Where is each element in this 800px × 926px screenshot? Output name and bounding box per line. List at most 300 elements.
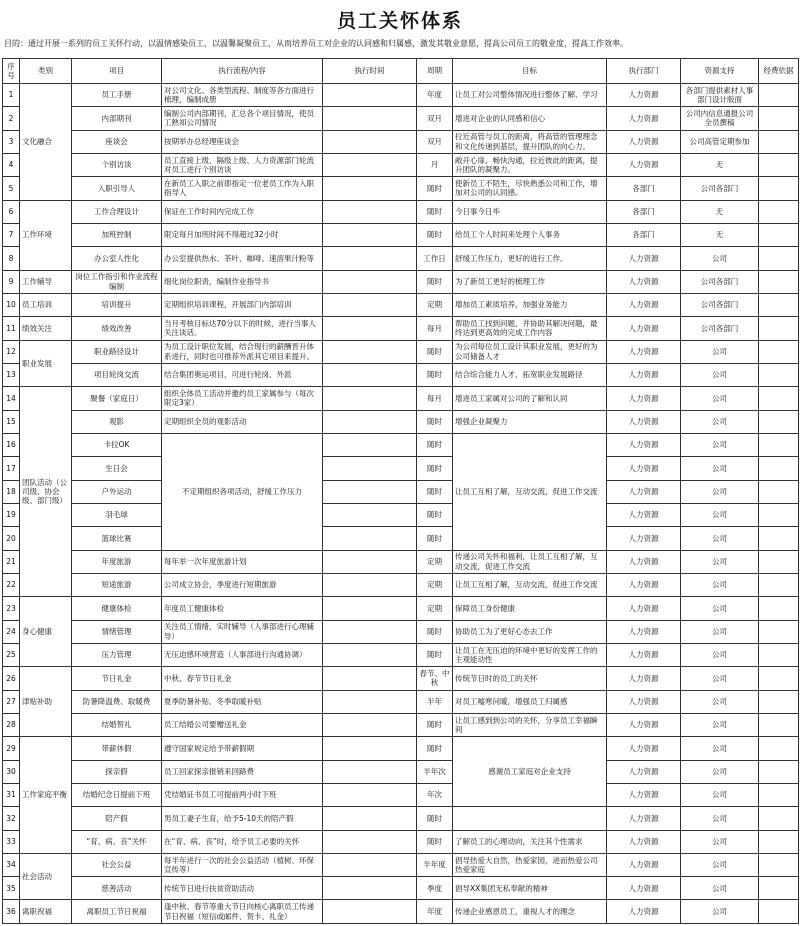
row-number: 19: [3, 503, 20, 526]
budget-cell: [759, 830, 799, 853]
support-cell: 公司: [681, 527, 759, 550]
category-cell: 津贴补助: [20, 667, 72, 737]
process-cell: 保证在工作时间内完成工作: [162, 200, 323, 223]
cycle-cell: 半年次: [417, 760, 453, 783]
time-cell: [323, 410, 417, 433]
item-cell: 工作合理设计: [72, 200, 162, 223]
process-cell: 按期举办总经理座谈会: [162, 130, 323, 153]
process-cell: 编制公司内部期刊，汇总各个项目情况，使员工熟知公司情况: [162, 107, 323, 130]
dept-cell: 人力资源: [607, 503, 681, 526]
cycle-cell: 工作日: [417, 247, 453, 270]
budget-cell: [759, 387, 799, 410]
budget-cell: [759, 527, 799, 550]
goal-cell: 保障员工身份健康: [453, 597, 607, 620]
dept-cell: 各部门: [607, 200, 681, 223]
cycle-cell: 随时: [417, 410, 453, 433]
table-row: [3, 643, 799, 666]
time-cell: [323, 317, 417, 340]
cycle-cell: 定期: [417, 550, 453, 573]
budget-cell: [759, 317, 799, 340]
dept-cell: 人力资源: [607, 317, 681, 340]
cycle-cell: 随时: [417, 643, 453, 666]
cycle-cell: 季度: [417, 877, 453, 900]
table-row: [3, 877, 799, 900]
table-row: [3, 620, 799, 643]
item-cell: 绩效改善: [72, 317, 162, 340]
process-cell: 逢中秋、春节等重大节日向核心离职员工传递节日祝福（短信或邮件、贺卡、礼金）: [162, 900, 323, 924]
goal-cell: 增进员工家属对公司的了解和认同: [453, 387, 607, 410]
cycle-cell: 随时: [417, 340, 453, 363]
process-cell: 定期组织全员的观影活动: [162, 410, 323, 433]
table-row: [3, 573, 799, 596]
cycle-cell: 随时: [417, 223, 453, 246]
table-row: [3, 783, 799, 806]
item-cell: 社会公益: [72, 853, 162, 876]
process-cell: 员工直接上级、隔级上级、人力资源部门轮流对员工进行个别访谈: [162, 153, 323, 176]
row-number: 16: [3, 433, 20, 456]
dept-cell: 人力资源: [607, 340, 681, 363]
process-cell: 限定每月加班时间不得超过32小时: [162, 223, 323, 246]
process-cell: 关注员工情绪，实时辅导（人事部进行心理辅导）: [162, 620, 323, 643]
row-number: 14: [3, 387, 20, 410]
table-row: [3, 340, 799, 363]
goal-cell: 给员工个人时间来处理个人事务: [453, 223, 607, 246]
item-cell: 年度旅游: [72, 550, 162, 573]
support-cell: 无: [681, 200, 759, 223]
dept-cell: 人力资源: [607, 573, 681, 596]
time-cell: [323, 853, 417, 876]
header-time: 执行时间: [323, 59, 417, 84]
budget-cell: [759, 620, 799, 643]
time-cell: [323, 573, 417, 596]
budget-cell: [759, 597, 799, 620]
table-row: [3, 457, 799, 480]
dept-cell: 人力资源: [607, 667, 681, 690]
goal-cell: 舒缓工作压力，更好的进行工作。: [453, 247, 607, 270]
dept-cell: 人力资源: [607, 410, 681, 433]
support-cell: 公司: [681, 340, 759, 363]
time-cell: [323, 130, 417, 153]
support-cell: 公司: [681, 597, 759, 620]
item-cell: 聚餐（家庭日）: [72, 387, 162, 410]
table-row: [3, 270, 799, 293]
item-cell: 带薪休假: [72, 737, 162, 760]
goal-cell-merged: 让员工互相了解，互动交流，促进工作交流: [453, 433, 607, 550]
goal-cell: [453, 807, 607, 830]
cycle-cell: 随时: [417, 480, 453, 503]
budget-cell: [759, 153, 799, 176]
row-number: 18: [3, 480, 20, 503]
time-cell: [323, 807, 417, 830]
goal-cell-merged: 感谢员工家庭对企业支持: [453, 737, 607, 807]
row-number: 13: [3, 363, 20, 386]
time-cell: [323, 667, 417, 690]
support-cell: 公司: [681, 690, 759, 713]
cycle-cell: 定期: [417, 293, 453, 316]
dept-cell: 人力资源: [607, 830, 681, 853]
cycle-cell: 半年度: [417, 853, 453, 876]
dept-cell: 人力资源: [607, 877, 681, 900]
table-row: [3, 830, 799, 853]
time-cell: [323, 690, 417, 713]
table-row: [3, 503, 799, 526]
table-row: [3, 900, 799, 924]
row-number: 35: [3, 877, 20, 900]
support-cell: 公司各部门: [681, 177, 759, 200]
process-cell: 凭结婚证书员工可提前两小时下班: [162, 783, 323, 806]
budget-cell: [759, 737, 799, 760]
goal-cell: 倡导热爱大自然，热爱家园，进而热爱公司热爱家庭: [453, 853, 607, 876]
process-cell: 定期组织培训课程，开展部门内部培训: [162, 293, 323, 316]
row-number: 3: [3, 130, 20, 153]
budget-cell: [759, 713, 799, 736]
row-number: 21: [3, 550, 20, 573]
goal-cell: 让员工在无压迫的环境中更好的发挥工作的主观能动性: [453, 643, 607, 666]
goal-cell: 结合综合能力人才，拓宽职业发展路径: [453, 363, 607, 386]
header-goal: 目标: [453, 59, 607, 84]
goal-cell: 让员工互相了解，互动交流，促进工作交流: [453, 573, 607, 596]
support-cell: 公司: [681, 830, 759, 853]
item-cell: 陪产假: [72, 807, 162, 830]
time-cell: [323, 643, 417, 666]
process-cell: 传统节日进行扶贫资助活动: [162, 877, 323, 900]
process-cell: 无压迫感环境营造（人事部进行沟通协调）: [162, 643, 323, 666]
item-cell: 项目轮岗交流: [72, 363, 162, 386]
table-row: [3, 527, 799, 550]
category-cell: 绩效关注: [20, 317, 72, 340]
time-cell: [323, 177, 417, 200]
budget-cell: [759, 690, 799, 713]
table-row: [3, 200, 799, 223]
cycle-cell: 春节、中秋: [417, 667, 453, 690]
budget-cell: [759, 410, 799, 433]
row-number: 9: [3, 270, 20, 293]
table-row: [3, 713, 799, 736]
item-cell: 办公室人性化: [72, 247, 162, 270]
goal-cell: 敞开心扉，畅快沟通，拉近彼此的距离，提升团队的凝聚力。: [453, 153, 607, 176]
cycle-cell: 半年: [417, 690, 453, 713]
budget-cell: [759, 177, 799, 200]
header-category: 类别: [20, 59, 72, 84]
budget-cell: [759, 363, 799, 386]
table-row: [3, 737, 799, 760]
care-system-table: [2, 58, 799, 924]
row-number: 22: [3, 573, 20, 596]
item-cell: 卡拉OK: [72, 433, 162, 456]
item-cell: 情绪管理: [72, 620, 162, 643]
time-cell: [323, 783, 417, 806]
cycle-cell: 随时: [417, 457, 453, 480]
item-cell: 健康体检: [72, 597, 162, 620]
item-cell: 观影: [72, 410, 162, 433]
header-process: 执行流程/内容: [162, 59, 323, 84]
table-row: [3, 690, 799, 713]
support-cell: 公司各部门: [681, 293, 759, 316]
dept-cell: 人力资源: [607, 527, 681, 550]
time-cell: [323, 480, 417, 503]
cycle-cell: 年次: [417, 783, 453, 806]
table-row: [3, 223, 799, 246]
support-cell: 公司: [681, 737, 759, 760]
time-cell: [323, 737, 417, 760]
budget-cell: [759, 270, 799, 293]
row-number: 17: [3, 457, 20, 480]
time-cell: [323, 433, 417, 456]
item-cell: 探亲假: [72, 760, 162, 783]
time-cell: [323, 900, 417, 924]
header-dept: 执行部门: [607, 59, 681, 84]
dept-cell: 人力资源: [607, 853, 681, 876]
dept-cell: 人力资源: [607, 760, 681, 783]
support-cell: 公司: [681, 853, 759, 876]
time-cell: [323, 270, 417, 293]
header-cycle: 周期: [417, 59, 453, 84]
budget-cell: [759, 573, 799, 596]
row-number: 24: [3, 620, 20, 643]
time-cell: [323, 830, 417, 853]
cycle-cell: 随时: [417, 177, 453, 200]
goal-cell: 拉近高管与员工的距离，将高管的管理理念和文化传递到基层，提升团队的向心力。: [453, 130, 607, 153]
cycle-cell: 月: [417, 153, 453, 176]
row-number: 7: [3, 223, 20, 246]
cycle-cell: 双月: [417, 107, 453, 130]
goal-cell: 协助员工为了更好心态去工作: [453, 620, 607, 643]
process-cell: 员工结婚公司要赠送礼金: [162, 713, 323, 736]
table-row: [3, 177, 799, 200]
time-cell: [323, 877, 417, 900]
goal-cell: 对员工嘘寒问暖，增强员工归属感: [453, 690, 607, 713]
process-cell: 员工回家探亲报销来回路费: [162, 760, 323, 783]
process-cell: 公司成立协会，季度进行短期旅游: [162, 573, 323, 596]
cycle-cell: 随时: [417, 433, 453, 456]
time-cell: [323, 340, 417, 363]
budget-cell: [759, 853, 799, 876]
dept-cell: 人力资源: [607, 597, 681, 620]
cycle-cell: 随时: [417, 363, 453, 386]
purpose-statement: 目的：通过开展一系列的员工关怀行动，以温情感染员工，以温馨凝聚员工，从而培养员工对企业的认同感和归属感，激发其敬业意愿，提高公司员工的敬业度，提高工作效率。: [4, 39, 628, 48]
item-cell: 户外运动: [72, 480, 162, 503]
item-cell: 座谈会: [72, 130, 162, 153]
budget-cell: [759, 247, 799, 270]
support-cell: 公司: [681, 503, 759, 526]
budget-cell: [759, 293, 799, 316]
support-cell: 各部门提供素材人事部门设计版面: [681, 84, 759, 107]
dept-cell: 人力资源: [607, 247, 681, 270]
header-budget: 经费依据: [759, 59, 799, 84]
row-number: 11: [3, 317, 20, 340]
cycle-cell: 随时: [417, 713, 453, 736]
dept-cell: 人力资源: [607, 387, 681, 410]
process-cell: 每年举一次年度旅游计划: [162, 550, 323, 573]
time-cell: [323, 200, 417, 223]
cycle-cell: 年度: [417, 84, 453, 107]
time-cell: [323, 760, 417, 783]
time-cell: [323, 527, 417, 550]
process-cell-merged: 不定期组织各项活动，舒缓工作压力: [162, 433, 323, 550]
dept-cell: 人力资源: [607, 550, 681, 573]
cycle-cell: 定期: [417, 597, 453, 620]
goal-cell: 帮助员工找到问题，并协助其解决问题，最终达到更高效的完成工作内容: [453, 317, 607, 340]
support-cell: 无: [681, 153, 759, 176]
category-cell: 文化融合: [20, 84, 72, 201]
support-cell: 公司各部门: [681, 270, 759, 293]
process-cell: 在新员工入职之前即指定一位老员工作为入职指导人: [162, 177, 323, 200]
dept-cell: 人力资源: [607, 713, 681, 736]
goal-cell: 让员工对公司整体情况进行整体了解、学习: [453, 84, 607, 107]
category-cell: 员工培训: [20, 293, 72, 316]
item-cell: 节日礼金: [72, 667, 162, 690]
process-cell: 组织全体员工活动并邀约员工家属参与（每次限定3家）: [162, 387, 323, 410]
process-cell: 年度员工健康体检: [162, 597, 323, 620]
time-cell: [323, 620, 417, 643]
item-cell: 生日会: [72, 457, 162, 480]
cycle-cell: 随时: [417, 527, 453, 550]
budget-cell: [759, 807, 799, 830]
support-cell: 公司: [681, 387, 759, 410]
item-cell: 篮球比赛: [72, 527, 162, 550]
dept-cell: 人力资源: [607, 643, 681, 666]
cycle-cell: 每月: [417, 387, 453, 410]
item-cell: 岗位工作指引和作业流程编制: [72, 270, 162, 293]
process-cell: 对公司文化、各类型流程、制度等各方面进行梳理，编制成册: [162, 84, 323, 107]
support-cell: 公司: [681, 620, 759, 643]
table-row: [3, 433, 799, 456]
support-cell: 公司各部门: [681, 317, 759, 340]
support-cell: 公司: [681, 480, 759, 503]
goal-cell: 增加员工素质培养，加强业务能力: [453, 293, 607, 316]
table-row: [3, 480, 799, 503]
dept-cell: 人力资源: [607, 433, 681, 456]
budget-cell: [759, 760, 799, 783]
item-cell: 入职引导人: [72, 177, 162, 200]
row-number: 1: [3, 84, 20, 107]
goal-cell: 传递企业感恩员工，重视人才的理念: [453, 900, 607, 924]
item-cell: 结婚贺礼: [72, 713, 162, 736]
budget-cell: [759, 783, 799, 806]
table-row: [3, 387, 799, 410]
dept-cell: 人力资源: [607, 737, 681, 760]
process-cell: 为员工设计职位发展，结合现行的薪酬晋升体系进行，同时也可推荐外派其它项目来提升。: [162, 340, 323, 363]
row-number: 33: [3, 830, 20, 853]
budget-cell: [759, 457, 799, 480]
process-cell: 中秋、春节节日礼金: [162, 667, 323, 690]
category-cell: 工作家庭平衡: [20, 737, 72, 854]
time-cell: [323, 247, 417, 270]
row-number: 2: [3, 107, 20, 130]
item-cell: 内部期刊: [72, 107, 162, 130]
item-cell: 离职员工节日祝福: [72, 900, 162, 924]
budget-cell: [759, 643, 799, 666]
row-number: 23: [3, 597, 20, 620]
budget-cell: [759, 340, 799, 363]
dept-cell: 人力资源: [607, 84, 681, 107]
goal-cell: 传统节日时的员工的关怀: [453, 667, 607, 690]
row-number: 30: [3, 760, 20, 783]
budget-cell: [759, 667, 799, 690]
time-cell: [323, 457, 417, 480]
dept-cell: 人力资源: [607, 783, 681, 806]
dept-cell: 人力资源: [607, 457, 681, 480]
category-cell: 团队活动（公司级、协会级、部门级）: [20, 387, 72, 597]
cycle-cell: 定期: [417, 573, 453, 596]
cycle-cell: 双月: [417, 130, 453, 153]
process-cell: 遵守国家规定给予带薪假期: [162, 737, 323, 760]
budget-cell: [759, 223, 799, 246]
row-number: 28: [3, 713, 20, 736]
goal-cell: 使新员工不陌生，尽快熟悉公司和工作，增加对公司的认同感。: [453, 177, 607, 200]
cycle-cell: 年度: [417, 900, 453, 924]
table-row: [3, 853, 799, 876]
support-cell: 公司: [681, 667, 759, 690]
budget-cell: [759, 107, 799, 130]
item-cell: “育、病、丧”关怀: [72, 830, 162, 853]
budget-cell: [759, 84, 799, 107]
cycle-cell: 每月: [417, 317, 453, 340]
support-cell: 公司高管定期参加: [681, 130, 759, 153]
dept-cell: 各部门: [607, 177, 681, 200]
cycle-cell: 随时: [417, 737, 453, 760]
table-row: [3, 107, 799, 130]
support-cell: 公司: [681, 877, 759, 900]
row-number: 6: [3, 200, 20, 223]
time-cell: [323, 387, 417, 410]
item-cell: 压力管理: [72, 643, 162, 666]
item-cell: 羽毛球: [72, 503, 162, 526]
table-row: [3, 760, 799, 783]
table-row: [3, 597, 799, 620]
dept-cell: 人力资源: [607, 620, 681, 643]
dept-cell: 人力资源: [607, 130, 681, 153]
item-cell: 慈善活动: [72, 877, 162, 900]
row-number: 34: [3, 853, 20, 876]
budget-cell: [759, 433, 799, 456]
budget-cell: [759, 200, 799, 223]
item-cell: 职业路径设计: [72, 340, 162, 363]
dept-cell: 人力资源: [607, 690, 681, 713]
support-cell: 公司: [681, 410, 759, 433]
time-cell: [323, 153, 417, 176]
process-cell: 男员工妻子生育，给予5-10天的陪产假: [162, 807, 323, 830]
table-row: [3, 667, 799, 690]
dept-cell: 各部门: [607, 223, 681, 246]
row-number: 15: [3, 410, 20, 433]
budget-cell: [759, 900, 799, 924]
budget-cell: [759, 130, 799, 153]
category-cell: 离职祝福: [20, 900, 72, 924]
cycle-cell: 随时: [417, 620, 453, 643]
support-cell: 公司: [681, 900, 759, 924]
goal-cell: 倡导XX集团无私奉献的精神: [453, 877, 607, 900]
item-cell: 培训提升: [72, 293, 162, 316]
process-cell: 细化岗位职责，编制作业指导书: [162, 270, 323, 293]
time-cell: [323, 503, 417, 526]
category-cell: 职业发展: [20, 340, 72, 387]
table-row: [3, 317, 799, 340]
header-no: 序号: [3, 59, 20, 84]
process-cell: 在“育、病、丧”时，给予员工必要的关怀: [162, 830, 323, 853]
table-row: [3, 807, 799, 830]
row-number: 31: [3, 783, 20, 806]
dept-cell: 人力资源: [607, 363, 681, 386]
row-number: 20: [3, 527, 20, 550]
goal-cell: 传递公司关怀和福利，让员工互相了解，互动交流，促进工作交流: [453, 550, 607, 573]
goal-cell: 增进对企业的认同感和信心: [453, 107, 607, 130]
category-cell: 社会活动: [20, 853, 72, 900]
dept-cell: 人力资源: [607, 107, 681, 130]
row-number: 10: [3, 293, 20, 316]
goal-cell: 了解员工的心理动向，关注其个性需求: [453, 830, 607, 853]
support-cell: 公司: [681, 783, 759, 806]
